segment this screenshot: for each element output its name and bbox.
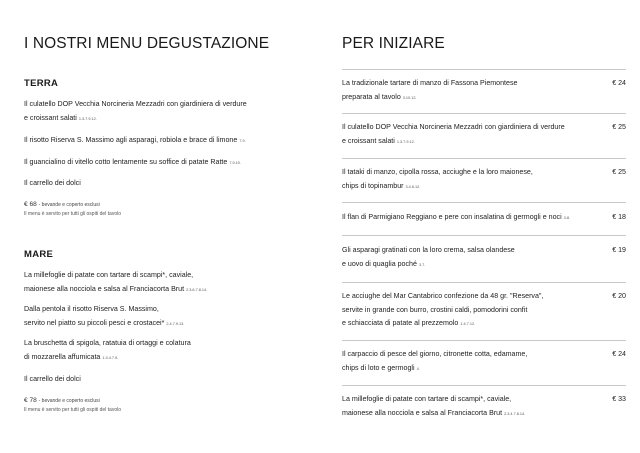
starter-price: € 25 — [612, 123, 626, 131]
section-title-mare: MARE — [24, 249, 54, 260]
starters-title: PER INIZIARE — [342, 35, 445, 52]
dish-mare-4 — [24, 373, 81, 387]
dish-terra-1 — [24, 98, 247, 126]
starter-name: Le acciughe del Mar Cantabrico confezione da 48 gr. "Reserva", servite in grande con burro, crostini caldi, pomodorini confit e schiacciata di patate al prezzemolo 1.4.7.12. — [342, 292, 544, 327]
divider — [342, 113, 626, 114]
allergens-code: 1.3.4.7.9. — [102, 355, 119, 360]
starter-name: Il carpaccio di pesce del giorno, citronette cotta, edamame, chips di loto e germogli 4. — [342, 350, 528, 372]
allergens-code: 1.4.7.12. — [460, 322, 476, 326]
price-block-mare — [24, 396, 121, 415]
price-block-terra — [24, 200, 121, 219]
divider — [342, 158, 626, 159]
divider — [342, 235, 626, 236]
allergens-code: 4. — [416, 366, 420, 371]
starter-item-2 — [342, 121, 626, 149]
dish-terra-2 — [24, 134, 246, 149]
dish-line: La millefoglie di patate con tartare di scampi*, caviale, — [24, 271, 194, 279]
menu-price: € 68 — [24, 201, 37, 208]
dish-terra-4 — [24, 177, 81, 191]
dish-line: Il carrello dei dolci — [24, 375, 81, 383]
starter-name: La tradizionale tartare di manzo di Fassona Piemontese preparata al tavolo 3.10.12. — [342, 79, 518, 101]
allergens-code: 7.9.10. — [229, 161, 241, 165]
divider — [342, 69, 626, 70]
starter-name: Il culatello DOP Vecchia Norcineria Mezzadri con giardiniera di verdure e croissant salati 1.3.7.9.12. — [342, 123, 565, 145]
dish-line: Il culatello DOP Vecchia Norcineria Mezzadri con giardiniera di verdure — [24, 100, 247, 108]
dish-line: Il risotto Riserva S. Massimo agli asparagi, robiola e brace di limone 7.9. — [24, 136, 246, 144]
starter-item-5 — [342, 244, 626, 272]
starter-item-8 — [342, 393, 626, 421]
starter-item-1 — [342, 77, 626, 105]
dish-line: maionese alla nocciola e salsa al Franciacorta Brut 2.3.6.7.8.14. — [24, 284, 208, 293]
dish-mare-3 — [24, 337, 191, 365]
starter-name: La millefoglie di patate con tartare di scampi*, caviale, maionese alla nocciola e salsa al Franciacorta Brut 2.3.4.7.8.14. — [342, 395, 526, 417]
price-subnote: Il menu è servito per tutti gli ospiti del tavolo — [24, 407, 121, 413]
dish-line: di mozzarella affumicata 1.3.4.7.9. — [24, 352, 119, 361]
divider — [342, 385, 626, 386]
dish-mare-1 — [24, 269, 207, 297]
starter-price: € 18 — [612, 213, 626, 221]
starter-item-7 — [342, 348, 626, 376]
starter-price: € 33 — [612, 395, 626, 403]
divider — [342, 282, 626, 283]
allergens-code: 2.3.4.7.8.14. — [504, 411, 526, 416]
starter-item-4 — [342, 211, 626, 226]
dish-line: e croissant salati 1.3.7.9.12. — [24, 113, 97, 122]
dish-line: Il guancialino di vitello cotto lentamente su soffice di patate Ratte 7.9.10. — [24, 158, 241, 166]
starter-price: € 19 — [612, 246, 626, 254]
dish-terra-3 — [24, 156, 241, 171]
allergens-code: 2.4.7.9.13. — [166, 321, 185, 326]
starter-price: € 24 — [612, 79, 626, 87]
allergens-code: 3.8. — [563, 216, 570, 220]
starter-price: € 25 — [612, 168, 626, 176]
allergens-code: 3.10.12. — [402, 95, 417, 100]
starter-name: Gli asparagi gratinati con la loro crema, salsa olandese e uovo di quaglia poché 3.7. — [342, 246, 515, 268]
dish-line: La bruschetta di spigola, ratatuia di ortaggi e colatura — [24, 339, 191, 347]
divider — [342, 340, 626, 341]
price-note: - bevande e coperto esclusi — [38, 398, 100, 404]
allergens-code: 1.3.7.9.12. — [78, 116, 97, 121]
dish-mare-2 — [24, 303, 184, 331]
price-subnote: Il menu è servito per tutti gli ospiti del tavolo — [24, 211, 121, 217]
starter-item-3 — [342, 166, 626, 194]
section-title-terra: TERRA — [24, 78, 59, 89]
dish-line: Dalla pentola il risotto Riserva S. Massimo, — [24, 305, 159, 313]
allergens-code: 3.4.6.12. — [405, 184, 421, 189]
price-note: - bevande e coperto esclusi — [38, 202, 100, 208]
dish-line: servito nel piatto su piccoli pesci e crostacei* 2.4.7.9.13. — [24, 318, 185, 327]
menu-price: € 78 — [24, 397, 37, 404]
starter-name: Il flan di Parmigiano Reggiano e pere con insalatina di germogli e noci 3.8. — [342, 213, 570, 221]
divider — [342, 202, 626, 203]
allergens-code: 7.9. — [239, 139, 246, 143]
starter-price: € 24 — [612, 350, 626, 358]
starter-price: € 20 — [612, 292, 626, 300]
starter-name: Il tataki di manzo, cipolla rossa, acciughe e la loro maionese, chips di topinambur 3.4.6.12. — [342, 168, 533, 190]
allergens-code: 2.3.6.7.8.14. — [186, 287, 208, 292]
dish-line: Il carrello dei dolci — [24, 179, 81, 187]
allergens-code: 1.3.7.9.12. — [396, 139, 415, 144]
starter-item-6 — [342, 290, 626, 332]
allergens-code: 3.7. — [418, 262, 426, 267]
tasting-menus-title: I NOSTRI MENU DEGUSTAZIONE — [24, 35, 270, 52]
